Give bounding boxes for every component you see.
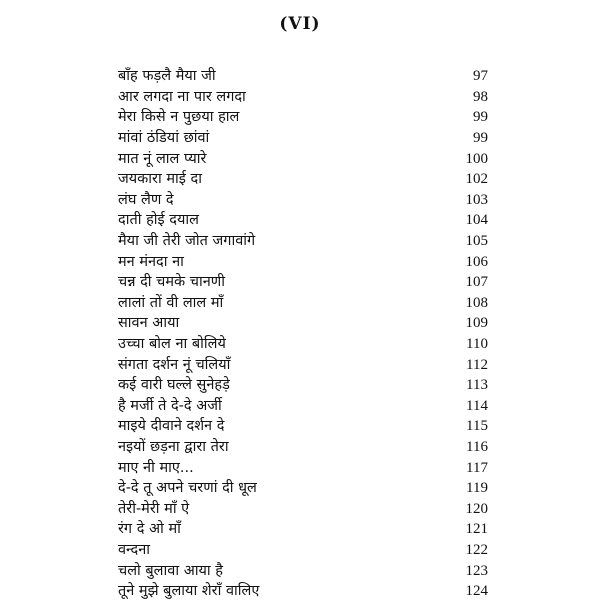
entry-title: रंग दे ओ माँ — [118, 521, 181, 538]
entry-page-number: 117 — [466, 459, 488, 476]
entry-title: उच्चा बोल ना बोलिये — [118, 336, 226, 353]
toc-entry — [118, 478, 488, 499]
toc-entry — [118, 272, 488, 293]
entry-page-number: 102 — [465, 171, 488, 188]
toc-entry — [118, 334, 488, 355]
toc-entry — [118, 251, 488, 272]
entry-title: चलो बुलावा आया है — [118, 562, 223, 579]
entry-title: मैया जी तेरी जोत जगावांगे — [118, 233, 256, 250]
toc-entry — [118, 169, 488, 190]
entry-page-number: 120 — [465, 500, 488, 517]
entry-title: है मर्जी ते दे-दे अर्जी — [118, 397, 222, 414]
entry-page-number: 98 — [473, 88, 488, 105]
entry-page-number: 108 — [465, 294, 488, 311]
entry-page-number: 115 — [466, 418, 488, 435]
toc-entry — [118, 293, 488, 314]
entry-page-number: 99 — [473, 130, 488, 147]
toc-entry — [118, 231, 488, 252]
entry-page-number: 113 — [466, 377, 488, 394]
entry-title: लालां तों वी लाल माँ — [118, 294, 224, 311]
entry-title: तेरी-मेरी माँ ऐ — [118, 500, 190, 517]
page-heading: (VI) — [279, 14, 321, 34]
entry-title: जयकारा माई दा — [118, 171, 202, 188]
toc-entry — [118, 457, 488, 478]
toc-entry — [118, 87, 488, 108]
toc-entry — [118, 519, 488, 540]
entry-page-number: 103 — [465, 191, 488, 208]
toc-entry — [118, 128, 488, 149]
entry-title: वन्दना — [118, 541, 151, 558]
entry-title: मात नूं लाल प्यारे — [118, 150, 207, 167]
entry-page-number: 123 — [465, 562, 488, 579]
toc-entry — [118, 416, 488, 437]
entry-title: बाँह फड़लै मैया जी — [118, 68, 216, 85]
toc-entry — [118, 107, 488, 128]
entry-page-number: 99 — [473, 109, 488, 126]
toc-entry — [118, 540, 488, 561]
toc-entry — [118, 581, 488, 601]
entry-title: मेरा किसे न पुछया हाल — [118, 109, 240, 126]
toc-entry — [118, 354, 488, 375]
entry-title: दे-दे तू अपने चरणां दी धूल — [118, 480, 257, 497]
entry-title: नइयों छड़ना द्वारा तेरा — [118, 438, 229, 455]
toc-entry — [118, 190, 488, 211]
toc-entry — [118, 437, 488, 458]
toc-entry — [118, 375, 488, 396]
toc-entry — [118, 210, 488, 231]
table-of-contents — [118, 66, 488, 601]
entry-page-number: 114 — [466, 397, 488, 414]
entry-title: दाती होई दयाल — [118, 212, 199, 229]
entry-title: तूने मुझे बुलाया शेराँ वालिए — [118, 583, 260, 600]
entry-page-number: 121 — [465, 521, 488, 538]
entry-title: माइये दीवाने दर्शन दे — [118, 418, 225, 435]
entry-page-number: 97 — [473, 68, 488, 85]
entry-page-number: 105 — [465, 233, 488, 250]
entry-page-number: 100 — [465, 150, 488, 167]
entry-page-number: 119 — [466, 480, 488, 497]
entry-title: सावन आया — [118, 315, 180, 332]
entry-title: माए नी माए... — [118, 459, 194, 476]
entry-title: मन मंनदा ना — [118, 253, 184, 270]
entry-page-number: 104 — [465, 212, 488, 229]
toc-entry — [118, 560, 488, 581]
entry-page-number: 122 — [465, 541, 488, 558]
entry-page-number: 106 — [465, 253, 488, 270]
toc-entry — [118, 313, 488, 334]
entry-page-number: 110 — [466, 336, 488, 353]
entry-title: कई वारी घल्ले सुनेहड़े — [118, 377, 230, 394]
entry-title: लंघ लैण दे — [118, 191, 174, 208]
entry-page-number: 109 — [465, 315, 488, 332]
toc-entry — [118, 396, 488, 417]
entry-title: संगता दर्शन नूं चलियाँ — [118, 356, 231, 373]
toc-entry — [118, 148, 488, 169]
toc-entry — [118, 498, 488, 519]
entry-page-number: 116 — [466, 438, 488, 455]
entry-page-number: 107 — [465, 274, 488, 291]
toc-entry — [118, 66, 488, 87]
entry-title: चन्न दी चमके चानणी — [118, 274, 226, 291]
entry-title: मांवां ठंडियां छांवां — [118, 130, 210, 147]
entry-page-number: 112 — [466, 356, 488, 373]
entry-title: आर लगदा ना पार लगदा — [118, 88, 246, 105]
entry-page-number: 124 — [465, 583, 488, 600]
